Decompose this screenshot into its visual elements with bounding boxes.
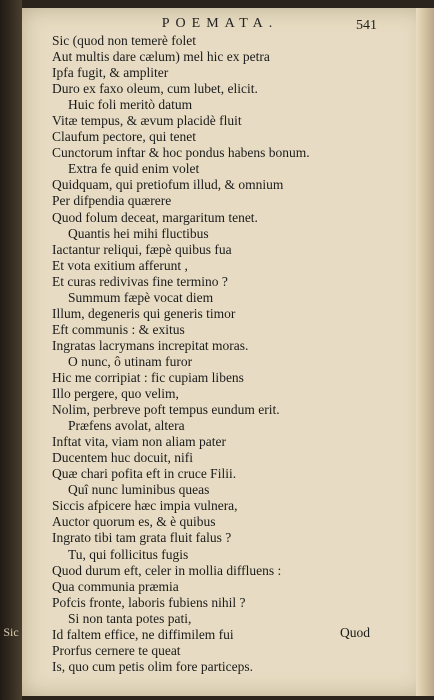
poem-line: Ducentem huc docuit, nifi xyxy=(52,450,193,466)
poem-line: Sic (quod non temerè folet xyxy=(52,33,196,48)
poem-line: Quidquam, qui pretiofum illud, & omnium xyxy=(52,177,284,193)
page-edge xyxy=(416,8,434,696)
poem-line: Extra fe quid enim volet xyxy=(68,161,200,177)
poem-line: Vitæ tempus, & ævum placidè fluit xyxy=(52,113,242,129)
poem-line: Inftat vita, viam non aliam pater xyxy=(52,434,226,450)
poem-line: Si non tanta potes pati, xyxy=(68,610,192,626)
poem-line: Et vota exitium afferunt , xyxy=(52,257,188,273)
poem-line: Id faltem effice, ne diffimilem fui xyxy=(52,626,234,642)
poem-line: Quî nunc luminibus queas xyxy=(68,482,210,498)
poem-line: Prorfus cernere te queat xyxy=(52,642,181,658)
poem-text xyxy=(52,33,382,674)
poem-line: Quantis hei mihi fluctibus xyxy=(68,225,209,241)
poem-line: Duro ex faxo oleum, cum lubet, elicit. xyxy=(52,81,258,97)
poem-line: O nunc, ô utinam furor xyxy=(68,353,193,369)
poem-line: Hic me corripiat : fic cupiam libens xyxy=(52,369,244,385)
poem-line: Nolim, perbreve poft tempus eundum erit. xyxy=(52,402,280,418)
poem-line: Tu, qui follicitus fugis xyxy=(68,546,189,562)
poem-line: Illo pergere, quo velim, xyxy=(52,386,179,402)
poem-line: Iactantur reliqui, fæpè quibus fua xyxy=(52,241,232,257)
poem-line: Ingratas lacrymans increpitat moras. xyxy=(52,337,249,353)
poem-line: Quod folum deceat, margaritum tenet. xyxy=(52,209,258,225)
poem-line: Præfens avolat, altera xyxy=(68,418,185,434)
poem-line: Aut multis dare cælum) mel hic ex petra xyxy=(52,49,270,65)
running-head: POEMATA. xyxy=(161,16,279,31)
poem-line: Auctor quorum es, & è quibus xyxy=(52,514,216,530)
margin-note: Sic xyxy=(3,625,19,639)
poem-line: Cunctorum inftar & hoc pondus habens bonum. xyxy=(52,145,310,161)
poem-line: Claufum pectore, qui tenet xyxy=(52,129,196,145)
poem-line: Quod durum eft, celer in mollia diffluens : xyxy=(52,562,282,578)
poem-line: Quæ chari pofita eft in cruce Filii. xyxy=(52,466,237,482)
catchword: Quod xyxy=(340,625,370,640)
poem-line: Qua communia præmia xyxy=(52,578,179,594)
poem-line: Siccis afpicere hæc impia vulnera, xyxy=(52,498,238,514)
poem-line: Per difpendia quærere xyxy=(52,193,172,209)
poem-line: Huic foli meritò datum xyxy=(68,97,193,113)
poem-line: Summum fæpè vocat diem xyxy=(68,289,214,305)
poem-line: Is, quo cum petis olim fore particeps. xyxy=(52,658,253,674)
poem-line: Eft communis : & exitus xyxy=(52,321,185,337)
poem-line: Et curas redivivas fine termino ? xyxy=(52,273,228,289)
poem-line: Ipfa fugit, & ampliter xyxy=(52,65,169,81)
poem-line: Pofcis fronte, laboris fubiens nihil ? xyxy=(52,594,246,610)
left-margin xyxy=(0,0,22,700)
page-number: 541 xyxy=(356,18,377,33)
poem-line: Ingrato tibi tam grata fluit falus ? xyxy=(52,530,232,546)
poem-line: Illum, degeneris qui generis timor xyxy=(52,305,236,321)
